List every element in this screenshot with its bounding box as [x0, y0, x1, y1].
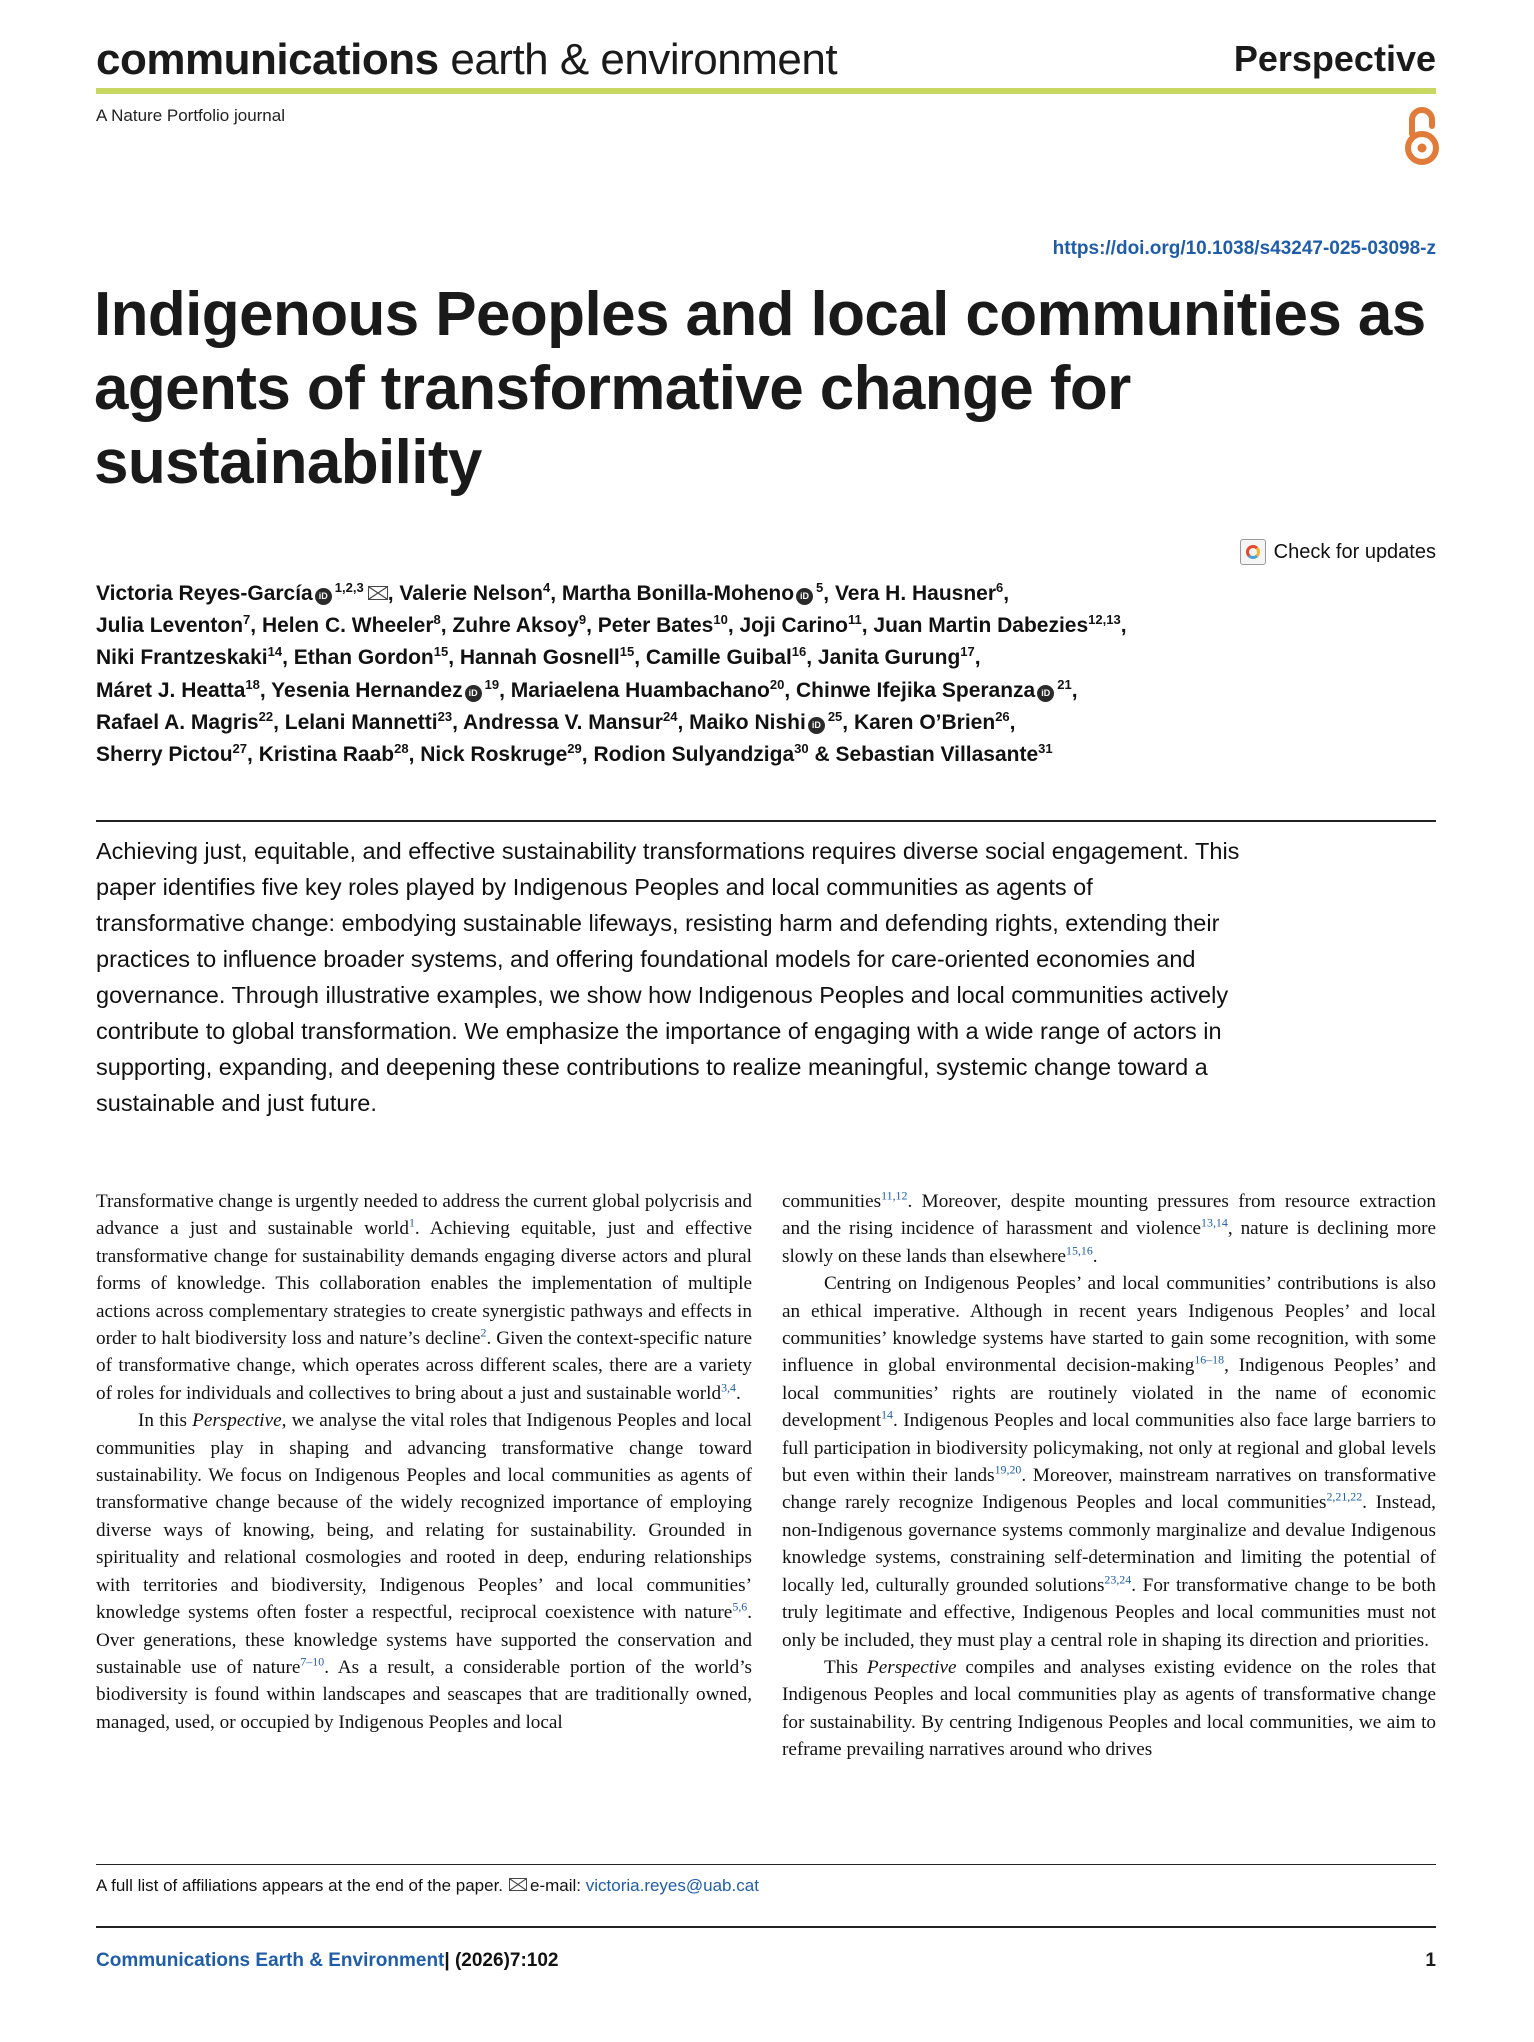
author-name[interactable]: , Chinwe Ifejika Speranza	[784, 678, 1036, 702]
reference-link[interactable]: 19,20	[994, 1462, 1022, 1477]
footer-issue: | (2026)7:102	[444, 1950, 559, 1971]
author-name[interactable]: , Valerie Nelson	[387, 582, 543, 605]
affiliation-sup: 12,13	[1088, 612, 1121, 628]
body-text: . Moreover, mainstream narratives on transformative change rarely recognize Indigenous Peoples and local communities	[782, 1465, 1436, 1514]
page-number: 1	[1425, 1950, 1436, 1971]
affiliation-sup: 15	[433, 644, 449, 660]
footer-rule	[96, 1926, 1436, 1928]
affiliation-sup: 25	[827, 708, 843, 724]
author-name[interactable]: , Hannah Gosnell	[448, 646, 620, 670]
affiliation-sup: 27	[232, 741, 248, 757]
affiliation-sup: 20	[769, 676, 785, 692]
affiliation-sup: 16	[791, 644, 807, 660]
author-name[interactable]: , Andressa V. Mansur	[452, 710, 663, 734]
body-text: communities	[782, 1191, 882, 1212]
author-name[interactable]: , Lelani Mannetti	[273, 710, 438, 734]
affiliation-sup: 28	[394, 741, 409, 757]
reference-link[interactable]: 15,16	[1066, 1243, 1093, 1258]
affiliation-sup: 8	[433, 612, 441, 628]
author-line-3	[96, 642, 1276, 674]
author-name[interactable]: , Janita Gurung	[806, 646, 961, 670]
affiliation-sup: 10	[713, 612, 728, 628]
body-text: , nature is declining more slowly on these lands than elsewhere	[782, 1218, 1436, 1267]
author-line-1	[96, 578, 1276, 610]
author-name[interactable]: Sherry Pictou	[96, 743, 233, 767]
body-emphasis: Perspective	[867, 1656, 957, 1678]
affiliation-sup: 14	[267, 644, 283, 660]
reference-link[interactable]: 3,4	[721, 1380, 736, 1395]
author-line-5	[96, 707, 1276, 739]
separator: ,	[1120, 614, 1127, 638]
email-label: e-mail:	[530, 1876, 586, 1895]
body-emphasis: Perspective	[192, 1410, 282, 1432]
email-icon	[509, 1878, 527, 1891]
affiliation-sup: 15	[619, 644, 635, 660]
author-name[interactable]: Máret J. Heatta	[96, 678, 246, 702]
reference-link[interactable]: 7–10	[300, 1654, 325, 1669]
affiliation-sup: 23	[437, 708, 453, 724]
author-list	[96, 578, 1276, 771]
affiliation-sup: 6	[996, 580, 1004, 595]
footer-journal-name[interactable]: Communications Earth & Environment	[96, 1950, 445, 1971]
abstract-rule	[96, 820, 1436, 822]
author-line-2	[96, 610, 1276, 642]
article-type-label: Perspective	[1233, 38, 1436, 79]
affiliation-sup: 21	[1057, 676, 1072, 692]
body-text: . Instead, non-Indigenous governance systems commonly marginalize and devalue Indigenous knowledge systems, constraining self-determination and limiting the potential of locally led, culturally grounded solutions	[782, 1492, 1436, 1596]
author-name[interactable]: , Rodion Sulyandziga	[581, 743, 795, 767]
affiliation-sup: 9	[578, 612, 587, 628]
separator: ,	[1071, 678, 1078, 702]
author-name[interactable]: , Helen C. Wheeler	[250, 614, 434, 638]
body-text: . Achieving equitable, just and effective transformative change for sustainability demands engaging diverse actors and plural forms of knowledge. This collaboration enables the implementation of multiple actions across complementary strategies to create synergistic pathways and effects in order to halt biodiversity loss and nature’s decline	[96, 1218, 753, 1350]
body-text: . As a result, a considerable portion of the world’s biodiversity is found within landscapes and seascapes that are traditionally owned, managed, used, or occupied by Indigenous Peoples and local	[96, 1656, 752, 1733]
body-text: Transformative change is urgently needed to address the current global polycrisis and advance a just and sustainable world	[96, 1191, 752, 1240]
author-name[interactable]: Rafael A. Magris	[96, 710, 259, 734]
body-text: This	[824, 1656, 867, 1678]
reference-link[interactable]: 16–18	[1194, 1353, 1225, 1368]
separator: ,	[974, 646, 981, 670]
author-name[interactable]: , Maiko Nishi	[677, 710, 806, 734]
affiliation-footnote	[96, 1876, 759, 1896]
orcid-icon[interactable]: iD	[315, 588, 332, 605]
reference-link[interactable]: 11,12	[881, 1188, 908, 1203]
affiliation-sup: 26	[995, 708, 1010, 724]
journal-masthead	[96, 34, 837, 86]
body-paragraph	[782, 1270, 1436, 1654]
author-name[interactable]: , Martha Bonilla-Moheno	[550, 582, 795, 605]
reference-link[interactable]: 23,24	[1104, 1572, 1132, 1587]
portfolio-label: A Nature Portfolio journal	[96, 106, 285, 125]
affiliation-sup: 4	[542, 580, 551, 595]
affiliation-sup: 17	[960, 644, 975, 660]
reference-link[interactable]: 14	[881, 1407, 893, 1422]
body-column-left	[96, 1188, 752, 1736]
author-line-6	[96, 739, 1276, 771]
body-text: .	[1092, 1245, 1098, 1267]
affiliation-sup: 31	[1038, 741, 1053, 757]
body-text: . Over generations, these knowledge systems have supported the conservation and sustainable use of nature	[96, 1602, 752, 1678]
orcid-icon[interactable]: iD	[808, 717, 825, 734]
reference-link[interactable]: 13,14	[1201, 1216, 1228, 1231]
separator: ,	[1009, 710, 1016, 734]
check-for-updates-button[interactable]	[1240, 538, 1436, 566]
reference-link[interactable]: 2,21,22	[1326, 1490, 1363, 1505]
article-title: Indigenous Peoples and local communities as agents of transformative change for sustainability	[94, 280, 1426, 497]
reference-link[interactable]: 5,6	[732, 1599, 748, 1614]
affiliation-sup: 22	[258, 708, 274, 724]
author-name[interactable]: , Karen O’Brien	[842, 710, 996, 734]
author-name[interactable]: Julia Leventon	[96, 614, 244, 638]
body-text: compiles and analyses existing evidence on the roles that Indigenous Peoples and local communities play as agents of transformative change for sustainability. By centring Indigenous Peoples and local communities, we aim to reframe prevailing narratives around who drives	[782, 1656, 1436, 1761]
separator: ,	[1003, 582, 1010, 605]
orcid-icon[interactable]: iD	[796, 588, 813, 605]
author-name[interactable]: , Kristina Raab	[247, 743, 395, 767]
affiliation-sup: 5	[816, 580, 824, 595]
reference-link[interactable]: 1	[408, 1216, 415, 1231]
body-text: . Given the context-specific nature of transformative change, which operates across different scales, there are a variety of roles for individuals and collectives to bring about a just and sustainable world	[96, 1328, 752, 1404]
author-name[interactable]: , Yesenia Hernandez	[259, 678, 463, 702]
footnote-rule	[96, 1864, 1436, 1865]
body-paragraph	[782, 1188, 1436, 1270]
author-name[interactable]: , Camille Guibal	[634, 646, 792, 670]
journal-name-light: earth & environment	[438, 35, 838, 84]
affiliation-sup: 30	[794, 741, 809, 757]
body-paragraph	[782, 1654, 1436, 1764]
affiliation-sup: 1,2,3	[334, 580, 364, 595]
body-text: , Indigenous Peoples’ and local communities’ rights are routinely violated in the name of economic development	[782, 1355, 1436, 1432]
affiliation-sup: 18	[245, 676, 260, 692]
body-text: . Indigenous Peoples and local communities also face large barriers to full participation in biodiversity policymaking, not only at regional and global levels but even within their lands	[782, 1410, 1436, 1487]
body-paragraph	[96, 1407, 752, 1736]
header-rule	[96, 88, 1436, 94]
author-name[interactable]: & Sebastian Villasante	[808, 743, 1039, 767]
check-updates-icon	[1240, 539, 1266, 565]
reference-link[interactable]: 2	[480, 1325, 487, 1340]
abstract-text: Achieving just, equitable, and effective sustainability transformations requires diverse social engagement. This paper identifies five key roles played by Indigenous Peoples and local communities as agents of transformative change: embodying sustainable lifeways, resisting harm and defending rights, extending their practices to influence broader systems, and offering foundational models for care-oriented economies and governance. Through illustrative examples, we show how Indigenous Peoples and local communities actively contribute to global transformation. We emphasize the importance of engaging with a wide range of actors in supporting, expanding, and deepening these contributions to realize meaningful, systemic change toward a sustainable and just future.	[96, 838, 1240, 1116]
author-name[interactable]: , Nick Roskruge	[408, 743, 568, 767]
body-text: In this	[138, 1410, 193, 1432]
body-text: . For transformative change to be both truly legitimate and effective, Indigenous Peoples and local communities must not only be included, they must play a central role in shaping its direction and priorities.	[782, 1574, 1437, 1651]
author-name[interactable]: , Ethan Gordon	[282, 646, 434, 670]
body-paragraph	[96, 1188, 752, 1407]
open-access-icon	[1402, 104, 1442, 168]
footer-citation	[96, 1950, 559, 1972]
affiliation-sup: 11	[848, 612, 862, 628]
footnote-text: A full list of affiliations appears at the end of the paper.	[96, 1876, 504, 1895]
body-text: , we analyse the vital roles that Indigenous Peoples and local communities play in shaping and advancing transformative change toward sustainability. We focus on Indigenous Peoples and local communities as agents of transformative change because of the widely recognized importance of employing diverse ways of knowing, being, and relating for sustainability. Grounded in spirituality and relational cosmologies and rooted in deep, enduring relationships with territories and biodiversity, Indigenous Peoples’ and local communities’ knowledge systems often foster a respectful, reciprocal coexistence with nature	[96, 1410, 753, 1624]
check-updates-label: Check for updates	[1273, 540, 1436, 563]
author-name[interactable]: , Mariaelena Huambachano	[499, 678, 770, 702]
author-name[interactable]: , Zuhre Aksoy	[440, 614, 579, 638]
author-name[interactable]: Victoria Reyes-García	[96, 582, 313, 605]
affiliation-sup: 24	[662, 708, 678, 724]
affiliation-sup: 19	[484, 676, 500, 692]
author-name[interactable]: , Vera H. Hausner	[823, 582, 997, 605]
author-line-4	[96, 675, 1276, 707]
author-name[interactable]: , Joji Carino	[727, 614, 848, 638]
orcid-icon[interactable]: iD	[1037, 685, 1054, 702]
body-text: .	[735, 1382, 741, 1404]
body-text: . Moreover, despite mounting pressures from resource extraction and the rising incidence of harassment and violence	[782, 1191, 1436, 1240]
orcid-icon[interactable]: iD	[465, 685, 482, 702]
body-column-right	[782, 1188, 1436, 1764]
email-icon[interactable]	[368, 586, 388, 600]
author-name[interactable]: , Peter Bates	[586, 614, 714, 638]
journal-name-bold: communications	[96, 35, 439, 84]
corresponding-email-link[interactable]: victoria.reyes@uab.cat	[585, 1876, 759, 1895]
doi-link[interactable]: https://doi.org/10.1038/s43247-025-03098-z	[1052, 238, 1436, 259]
body-text: Centring on Indigenous Peoples’ and local communities’ contributions is also an ethical imperative. Although in recent years Indigenous Peoples’ and local communities’ knowledge systems have started to gain some recognition, with some influence in global environmental decision-making	[782, 1273, 1436, 1377]
author-name[interactable]: , Juan Martin Dabezies	[861, 614, 1089, 638]
affiliation-sup: 29	[567, 741, 582, 757]
author-name[interactable]: Niki Frantzeskaki	[96, 646, 268, 670]
affiliation-sup: 7	[243, 612, 251, 628]
